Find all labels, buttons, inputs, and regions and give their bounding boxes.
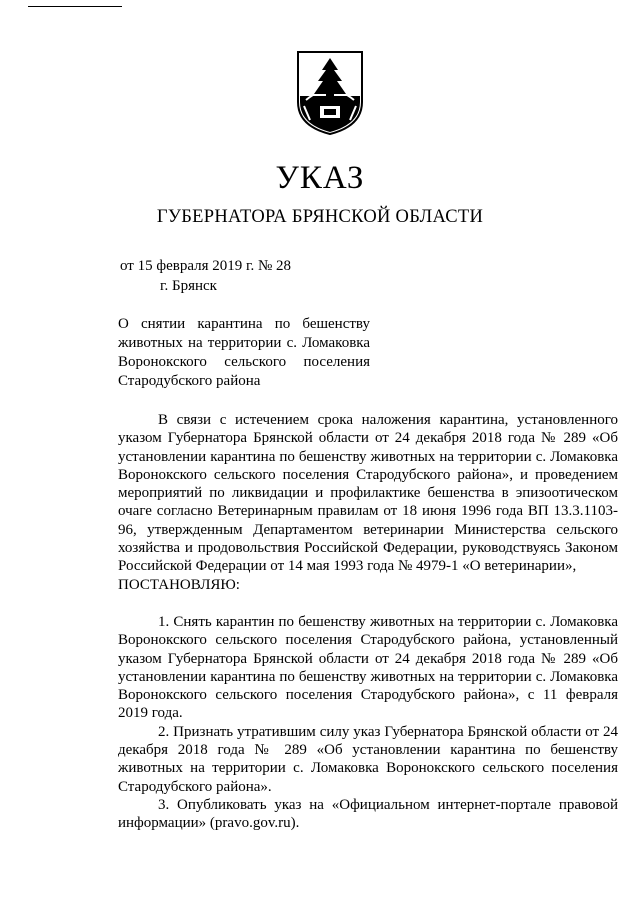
date-and-number: от 15 февраля 2019 г. № 28 — [120, 258, 292, 274]
subject-line: О снятии карантина по бешенству — [118, 316, 370, 332]
document-subtitle: ГУБЕРНАТОРА БРЯНСКОЙ ОБЛАСТИ — [156, 207, 484, 227]
decree-item-3: 3. Опубликовать указ на «Официальном интернет-портале правовой информации» (pravo.gov.ru). — [118, 796, 618, 832]
preamble-paragraph: В связи с истечением срока наложения карантина, установленного указом Губернатора Брянской области от 24 декабря 2018 года № 289 «Об установлении карантина по бешенству животных на территории с. Ломаковка Воронокского сельского поселения Стародубского района», и проведением мероприятий по ликвидации и профилактике бешенства в эпизоотическом очаге согласно Ветеринарным правилам от 18 июня 1996 года ВП 13.3.1103-96, утвержденным Департаментом ветеринарии Министерства сельского хозяйства и продовольствия Российской Федерации, руководствуясь Законом Российской Федерации от 14 мая 1993 года № 4979-1 «О ветеринарии», — [118, 412, 618, 575]
city: г. Брянск — [160, 278, 217, 294]
document-body — [118, 411, 618, 833]
decree-item-1: 1. Снять карантин по бешенству животных на территории с. Ломаковка Воронокского сельского поселения Стародубского района, установленный указом Губернатора Брянской области от 24 декабря 2018 года № 289 «Об установлении карантина по бешенству животных на территории с. Ломаковка Воронокского сельского поселения Стародубского района», с 11 февраля 2019 года. — [118, 613, 618, 722]
subject-line: Стародубского района — [118, 373, 261, 389]
top-rule — [28, 6, 122, 7]
subject-line: Воронокского сельского поселения — [118, 354, 370, 370]
document-title: УКАЗ — [275, 160, 365, 196]
decree-item-2: 2. Признать утратившим силу указ Губернатора Брянской области от 24 декабря 2018 года № 289 «Об установлении карантина по бешенству животных на территории с. Ломаковка Воронокского сельского поселения Стародубского района». — [118, 723, 618, 795]
decree-word: ПОСТАНОВЛЯЮ: — [118, 576, 240, 593]
subject-block — [118, 315, 370, 391]
coat-of-arms-icon — [296, 50, 364, 136]
subject-line: животных на территории с. Ломаковка — [118, 335, 370, 351]
